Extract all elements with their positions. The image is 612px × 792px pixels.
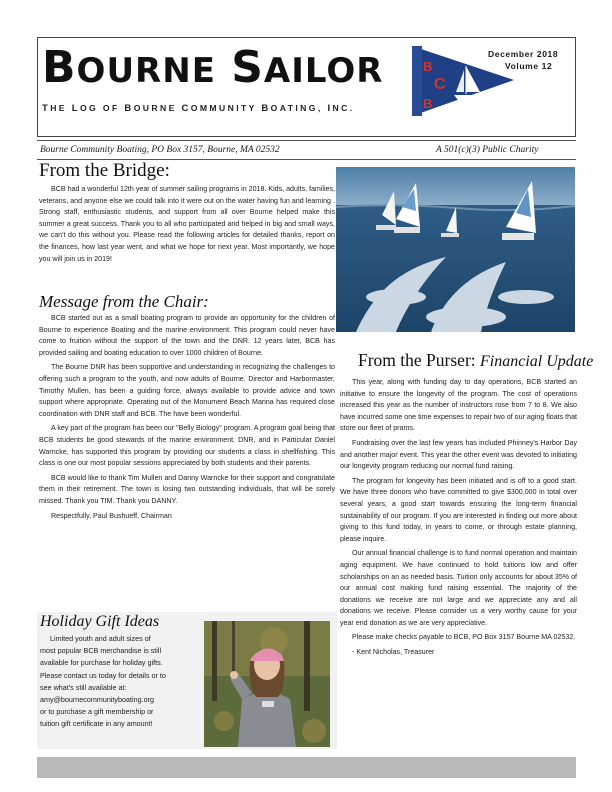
logo-letter-b-top: B xyxy=(423,59,433,74)
holiday-heading: Holiday Gift Ideas xyxy=(40,613,160,630)
chair-paragraph: A key part of the program has been our "Belly Biology" program. A program goal being that BCB students be good stewards of the marine environment. DNR, and in Particular Daniel Warncke, has supported this program by providing our students a class in shellfishing. This class is one our most popular sessions appreciated by both students and their parents. xyxy=(39,424,335,468)
holiday-line: most popular BCB merchandise is still xyxy=(40,646,162,656)
chair-paragraph: The Bourne DNR has been supportive and understanding in recognizing the challenges to offering such a program to the youth, and now adults of Bourne. Director and Harbormaster, Timothy Mullen, has been a guiding force, always available to provide advice and town support where appropriate. Operating out of the Monument Beach Marina has required close coordination with DNR staff and BCB. The have been wonderful. xyxy=(39,363,335,418)
issue-volume: Volume 12 xyxy=(505,61,553,71)
purser-paragraph: This year, along with funding day to day operations, BCB started an initiative to ensure the longevity of the program. The cost of operations increased this year as the number of instructors rose from 7 to 8. We also have incurred some one time expenses to repair two of our aging floats that store our fleet of prams. xyxy=(340,378,577,433)
purser-signature: - Kent Nicholas, Treasurer xyxy=(352,648,435,657)
bridge-paragraph: BCB had a wonderful 12th year of summer sailing programs in 2018. Kids, adults, families, veterans, and anyone else we could talk into it were out on the water having fun and learning . Strong staff, enthusiastic students, and support from all over Bourne helped make this summer a great success. Thank you to all who participated and helped in big and small ways, we can't do this without you. Please read the following articles for detailed thanks, report on the finances, how last year went, and what we hope for next year. Most importantly, we hope you will join us in 2019! xyxy=(39,185,335,263)
purser-paragraph: Our annual financial challenge is to fund normal operation and maintain aging equipment. We have continued to hold tuitions low and offer scholarships on an as needed basis. Tuition only accounts for about 35% of our annual cost making fund raising essential. The majority of the donations we receive are not large and we appreciate any and all donations we receive. Please consider us a very worthy cause for your year end donation as we are very appreciative. xyxy=(340,549,578,627)
chair-heading: Message from the Chair: xyxy=(39,292,209,311)
divider-top xyxy=(37,140,576,141)
holiday-line: or to purchase a gift membership or xyxy=(40,707,154,717)
holiday-line: Limited youth and adult sizes of xyxy=(50,634,151,643)
holiday-line: tuition gift certificate in any amount! xyxy=(40,719,153,729)
issue-date: December 2018 xyxy=(488,49,559,59)
holiday-line: available for purchase for holiday gifts. xyxy=(40,658,163,668)
holiday-line: see what's still available at: xyxy=(40,682,127,692)
holiday-text xyxy=(40,633,196,731)
bridge-heading: From the Bridge: xyxy=(39,160,170,181)
charity-status: A 501(c)(3) Public Charity xyxy=(436,145,539,155)
chair-paragraph: BCB started out as a small boating program to provide an opportunity for the children of Bourne to experience Boating and the marine environment. This program could never have come to fruition without the support of the town and the DNR. 12 years later, BCB has provided sailing and boating education to over 1000 children of Bourne. xyxy=(39,314,335,357)
chair-article xyxy=(39,313,335,525)
merchandise-photo xyxy=(204,621,330,747)
purser-heading-main: From the Purser: xyxy=(358,350,481,370)
title-ourne: OURNE xyxy=(76,51,216,91)
title-initial-s: S xyxy=(231,42,264,93)
tagline: THE LOG OF BOURNE COMMUNITY BOATING, INC. xyxy=(42,103,355,114)
purser-heading-subtitle: Financial Update xyxy=(480,353,594,370)
bridge-article xyxy=(39,184,335,268)
purser-paragraph: Please make checks payable to BCB, PO Box 3157 Bourne MA 02532. xyxy=(352,633,576,642)
holiday-email-link[interactable]: amy@bournecommunityboating.org xyxy=(40,695,154,705)
footer-bar xyxy=(37,757,576,778)
purser-article xyxy=(340,377,577,662)
chair-paragraph: BCB would like to thank Tim Mullen and Danny Warncke for their support and congratulate them in their retirement. The town is losing two outstanding individuals, that will be sorely missed. Thank you TIM. Thank you DANNY. xyxy=(39,473,335,505)
mailing-address: Bourne Community Boating, PO Box 3157, Bourne, MA 02532 xyxy=(40,145,280,155)
newsletter-title xyxy=(42,42,383,93)
chair-signature: Respectfully, Paul Bushueff, Chairman xyxy=(51,511,172,520)
logo-letter-b-bottom: B xyxy=(423,96,433,111)
logo-letter-c: C xyxy=(434,76,446,93)
title-initial-b: B xyxy=(42,42,77,93)
purser-paragraph: Fundraising over the last few years has included Phinney's Harbor Day and another major event. This year the other event was devoted to initiating our longevity program reducing our normal fund raising. xyxy=(340,438,577,471)
sailing-photo xyxy=(336,167,575,332)
title-ailor: AILOR xyxy=(263,51,384,91)
purser-paragraph: The program for longevity has been initiated and is off to a good start. We have three donors who have committed to give $300,000 in total over several years, a good start towards ensuring the long-term financial sustainability of our program. If you are interested in finding out more about giving to this fund today, in years to come, or through estate planning, please inquire. xyxy=(340,476,577,543)
holiday-line: Please contact us today for details or to xyxy=(40,670,166,680)
purser-heading xyxy=(358,350,593,371)
